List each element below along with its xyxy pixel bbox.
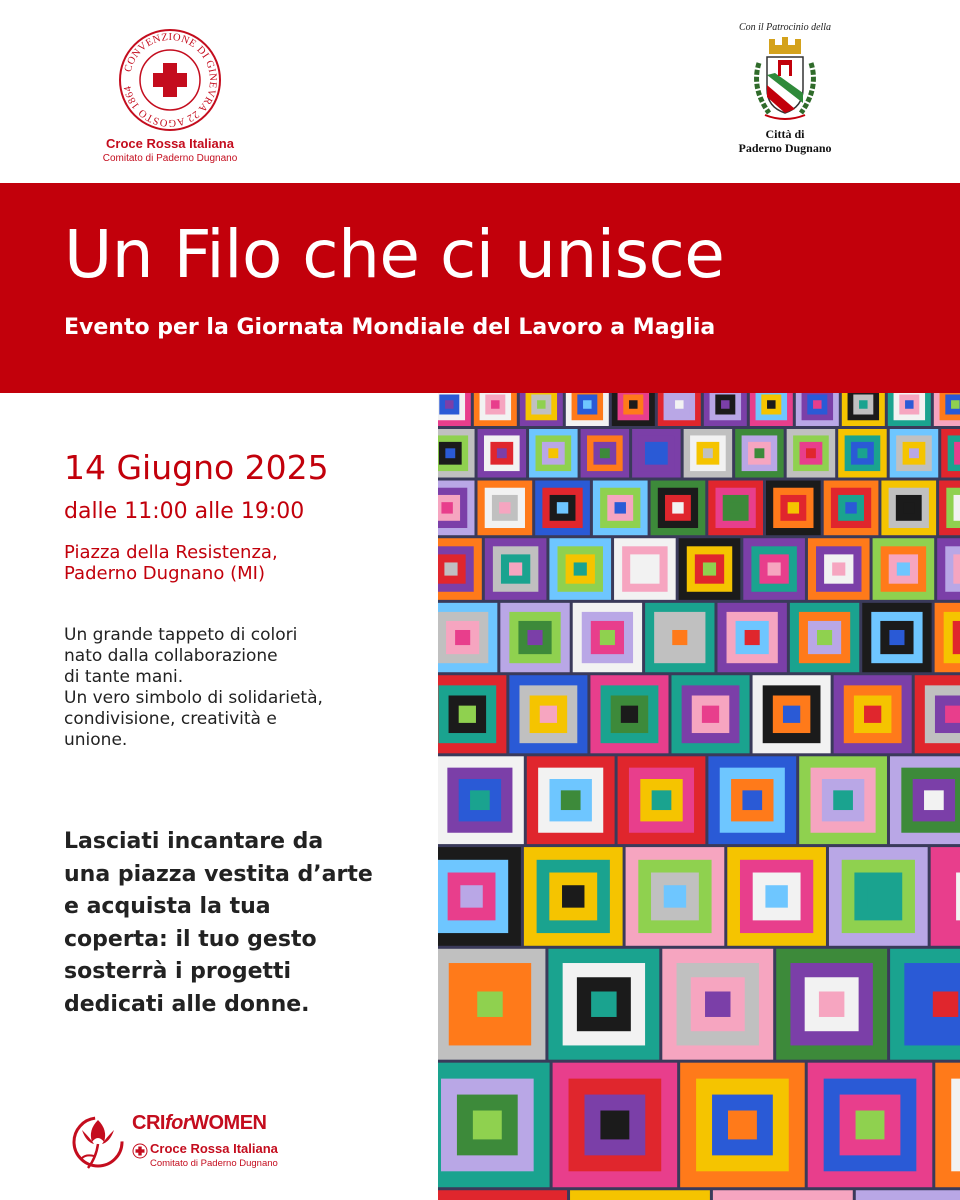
granny-square xyxy=(618,756,706,844)
city-coat-of-arms-icon xyxy=(745,33,825,123)
city-patronage-logo xyxy=(715,22,855,155)
cta-line: dedicati alle donne. xyxy=(64,991,310,1017)
granny-square xyxy=(438,847,521,946)
granny-square xyxy=(935,603,960,672)
granny-square xyxy=(573,603,642,672)
granny-square xyxy=(570,1190,710,1200)
small-red-cross-icon xyxy=(132,1143,148,1159)
granny-square xyxy=(888,393,931,426)
description-line: unione. xyxy=(64,730,128,750)
granny-square xyxy=(717,603,786,672)
footer-cri-name: Croce Rossa Italiana xyxy=(150,1141,278,1156)
granny-square xyxy=(645,603,714,672)
granny-square xyxy=(593,481,648,536)
footer-cri-committee: Comitato di Paderno Dugnano xyxy=(150,1158,278,1169)
cri-logo xyxy=(90,28,250,164)
cta-line: e acquista la tua xyxy=(64,894,271,919)
call-to-action xyxy=(64,826,434,1021)
granny-square xyxy=(474,393,517,426)
event-time: dalle 11:00 alle 19:00 xyxy=(64,499,305,524)
granny-square xyxy=(941,429,960,478)
granny-square xyxy=(438,756,524,844)
granny-square xyxy=(438,603,497,672)
granny-square xyxy=(890,429,939,478)
granny-square xyxy=(524,847,623,946)
cta-line: coperta: il tuo gesto xyxy=(64,926,317,952)
granny-square xyxy=(939,481,960,536)
granny-square xyxy=(824,481,879,536)
place-line-2: Paderno Dugnano (MI) xyxy=(64,563,265,584)
granny-square xyxy=(553,1063,678,1188)
granny-square xyxy=(787,429,836,478)
granny-square xyxy=(438,949,545,1060)
granny-square xyxy=(529,429,578,478)
crochet-blanket-photo xyxy=(438,393,960,1200)
cri-name: Croce Rossa Italiana xyxy=(106,136,234,151)
granny-square xyxy=(881,481,936,536)
granny-square xyxy=(438,481,474,536)
granny-square xyxy=(808,1063,933,1188)
granny-square xyxy=(856,1190,960,1200)
cri-for-women-wordmark xyxy=(132,1112,267,1135)
granny-square xyxy=(873,538,935,600)
granny-square xyxy=(509,675,587,753)
place-line-1: Piazza della Resistenza, xyxy=(64,542,278,563)
granny-square xyxy=(931,847,960,946)
description-line: condivisione, creatività e xyxy=(64,709,277,729)
description-line: Un grande tappeto di colori xyxy=(64,625,298,645)
description-line: di tante mani. xyxy=(64,667,184,687)
granny-square xyxy=(549,538,611,600)
granny-square xyxy=(679,538,741,600)
granny-square xyxy=(680,1063,805,1188)
description-line: Un vero simbolo di solidarietà, xyxy=(64,688,323,708)
granny-square xyxy=(671,675,749,753)
brand-cri: CRI xyxy=(132,1112,165,1134)
granny-square xyxy=(708,481,763,536)
granny-square xyxy=(614,538,676,600)
header xyxy=(0,0,960,183)
granny-square xyxy=(477,481,532,536)
red-cross-emblem-icon xyxy=(118,28,222,132)
granny-square xyxy=(766,481,821,536)
granny-square xyxy=(520,393,563,426)
cta-line: Lasciati incantare da xyxy=(64,829,324,854)
event-title: Un Filo che ci unisce xyxy=(64,216,725,293)
cta-line: una piazza vestita d’arte xyxy=(64,861,373,887)
granny-square xyxy=(438,538,482,600)
granny-square xyxy=(478,429,527,478)
brand-women: WOMEN xyxy=(190,1112,267,1134)
granny-square xyxy=(658,393,701,426)
granny-square xyxy=(727,847,826,946)
granny-square xyxy=(708,756,796,844)
granny-square xyxy=(626,847,725,946)
granny-square xyxy=(548,949,659,1060)
granny-square xyxy=(500,603,569,672)
city-name-line1: Città di xyxy=(765,127,805,141)
cri-ring-text: CONVENZIONE DI GINEVRA 22 AGOSTO 1864 xyxy=(122,31,219,129)
granny-square xyxy=(527,756,615,844)
granny-square xyxy=(566,393,609,426)
granny-square xyxy=(753,675,831,753)
granny-square xyxy=(796,393,839,426)
granny-square xyxy=(808,538,870,600)
granny-square xyxy=(713,1190,853,1200)
granny-square xyxy=(935,1063,960,1188)
granny-square xyxy=(890,949,960,1060)
event-place xyxy=(64,542,278,584)
event-subtitle: Evento per la Giornata Mondiale del Lavoro a Maglia xyxy=(64,315,716,340)
granny-square xyxy=(735,429,784,478)
granny-square xyxy=(842,393,885,426)
granny-square xyxy=(438,675,506,753)
granny-square xyxy=(829,847,928,946)
city-name-line2: Paderno Dugnano xyxy=(738,141,832,155)
event-date: 14 Giugno 2025 xyxy=(64,448,329,487)
granny-square xyxy=(937,538,960,600)
granny-square xyxy=(651,481,706,536)
granny-square xyxy=(438,393,471,426)
granny-square xyxy=(862,603,931,672)
granny-square xyxy=(662,949,773,1060)
granny-square xyxy=(790,603,859,672)
granny-square xyxy=(485,538,547,600)
cri-for-women-logo xyxy=(70,1108,370,1178)
crochet-granny-squares-photo xyxy=(438,393,960,1200)
granny-square xyxy=(590,675,668,753)
granny-square xyxy=(890,756,960,844)
granny-square xyxy=(915,675,960,753)
granny-square xyxy=(838,429,887,478)
granny-square xyxy=(776,949,887,1060)
cta-line: sosterrà i progetti xyxy=(64,959,292,984)
granny-square xyxy=(632,429,681,478)
patronage-label: Con il Patrocinio della xyxy=(738,22,832,33)
granny-square xyxy=(750,393,793,426)
granny-square xyxy=(535,481,590,536)
lily-flower-icon xyxy=(70,1108,126,1174)
granny-square xyxy=(581,429,630,478)
brand-for: for xyxy=(164,1112,191,1134)
cri-committee: Comitato di Paderno Dugnano xyxy=(102,153,238,164)
granny-square xyxy=(704,393,747,426)
granny-square xyxy=(934,393,960,426)
granny-square xyxy=(438,1190,567,1200)
granny-square xyxy=(684,429,733,478)
granny-square xyxy=(438,429,475,478)
granny-square xyxy=(743,538,805,600)
granny-square xyxy=(612,393,655,426)
description-line: nato dalla collaborazione xyxy=(64,646,278,666)
granny-square xyxy=(834,675,912,753)
granny-square xyxy=(799,756,887,844)
event-description xyxy=(64,625,424,751)
granny-square xyxy=(438,1063,550,1188)
